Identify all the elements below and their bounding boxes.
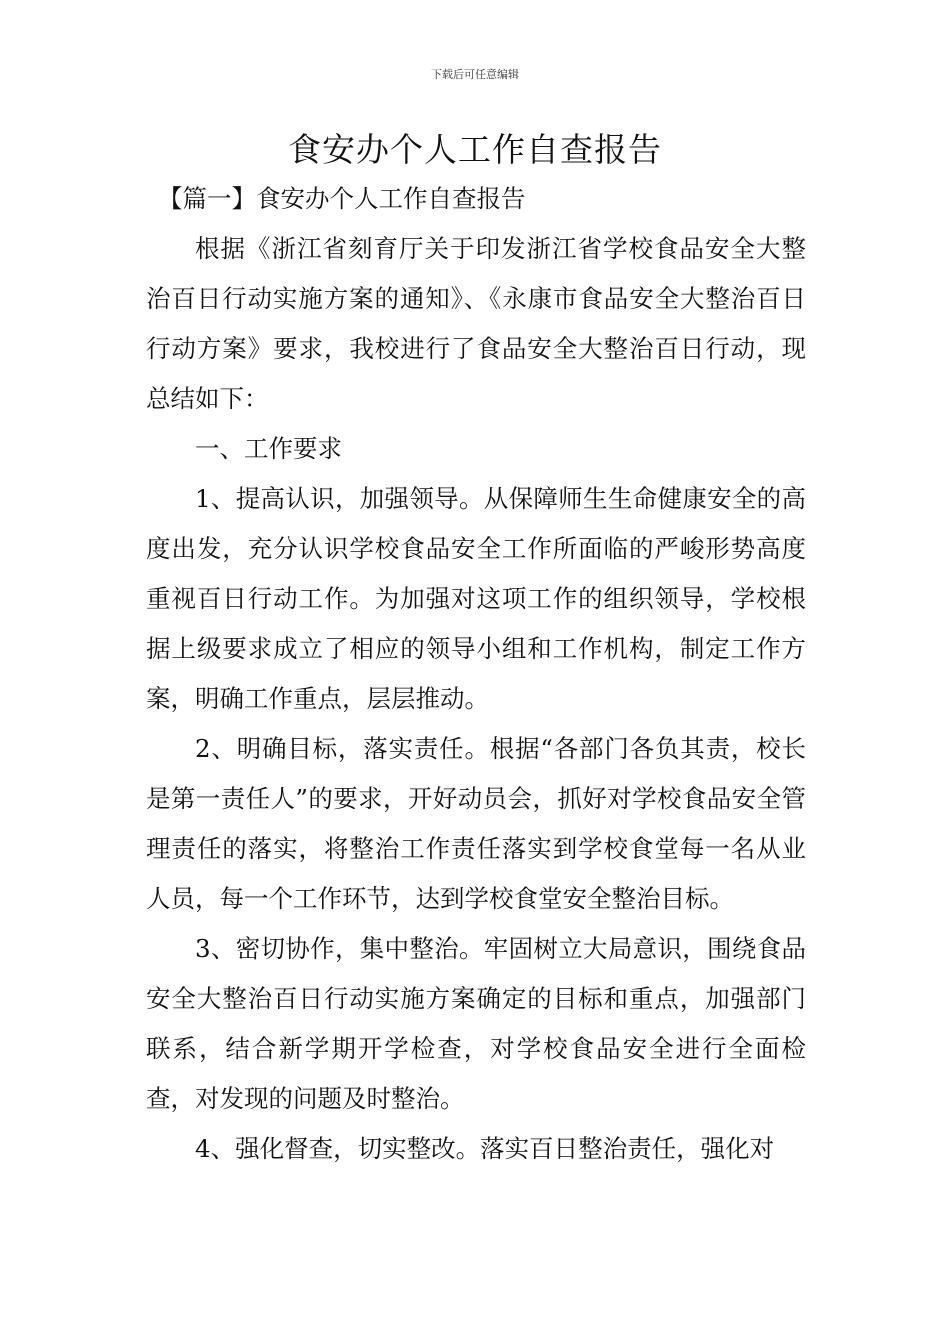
paragraph-item-1: 1、提高认识，加强领导。从保障师生生命健康安全的高度出发，充分认识学校食品安全工作所面临的严峻形势高度重视百日行动工作。为加强对这项工作的组织领导，学校根据上级要求成立了相应的领导小组和工作机构，制定工作方案，明确工作重点，层层推动。	[146, 484, 806, 713]
document-body	[146, 174, 806, 1174]
paragraph-item-2: 2、明确目标，落实责任。根据“各部门各负其责，校长是第一责任人”的要求，开好动员会，抓好对学校食品安全管理责任的落实，将整治工作责任落实到学校食堂每一名从业人员，每一个工作环节，达到学校食堂安全整治目标。	[146, 734, 806, 913]
section-heading: 【篇一】食安办个人工作自查报告	[158, 184, 526, 213]
document-title: 食安办个人工作自查报告	[288, 130, 662, 169]
paragraph-heading-work-requirements: 一、工作要求	[195, 434, 342, 463]
page-header-note: 下载后可任意编辑	[431, 68, 519, 81]
paragraph-item-3: 3、密切协作，集中整治。牢固树立大局意识，围绕食品安全大整治百日行动实施方案确定的目标和重点，加强部门联系，结合新学期开学检查，对学校食品安全进行全面检查，对发现的问题及时整治。	[146, 934, 806, 1113]
paragraph-intro: 根据《浙江省刻育厅关于印发浙江省学校食品安全大整治百日行动实施方案的通知》、《永康市食品安全大整治百日行动方案》要求，我校进行了食品安全大整治百日行动，现总结如下：	[146, 234, 806, 413]
paragraph-item-4: 4、强化督查，切实整改。落实百日整治责任，强化对	[195, 1134, 775, 1163]
